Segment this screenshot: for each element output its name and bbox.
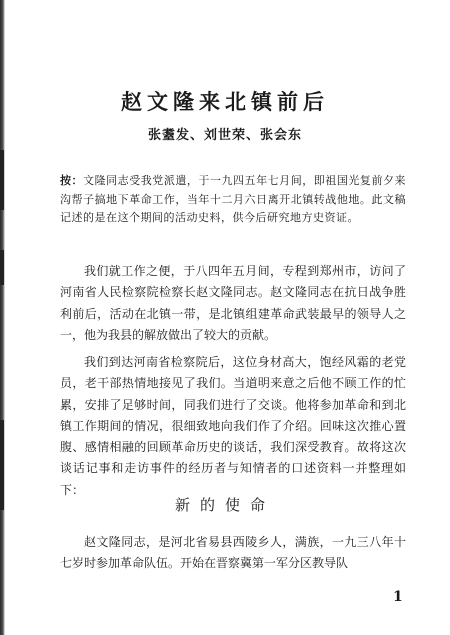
binding-shadow-mark [0, 150, 4, 210]
editor-note-lead: 按： [60, 174, 84, 187]
body-paragraph: 赵文隆同志，是河北省易县西陵乡人，满族，一九三八年十七岁时参加革命队伍。开始在晋察冀第一军分区教导队 [60, 535, 406, 571]
body-paragraph: 我们到达河南省检察院后，这位身材高大，饱经风霜的老党员，老干部热情地接见了我们。当道明来意之后他不顾工作的忙累，安排了足够时间，同我们进行了交谈。他将参加革命和到北镇工作期间的情况，很细致地向我们作了介绍。回味这次推心置腹、感情相融的回顾革命历史的谈话，我们深受教育。故将这次谈话记事和走访事件的经历者与知情者的口述资料一并整理如下： [60, 355, 406, 497]
article-title: 赵文隆来北镇前后 [121, 89, 329, 114]
editor-note-body: 文隆同志受我党派遣，于一九四五年七月间，即祖国光复前夕来沟帮子搞地下革命工作，当年十二月六日离开北镇转战他地。此文稿记述的是在这个期间的活动史料，供今后研究地方史资证。 [60, 174, 407, 224]
section-heading: 新的使命 [174, 496, 275, 514]
editor-note [60, 172, 406, 228]
binding-shadow-mark [0, 250, 4, 285]
body-paragraph: 我们就工作之便，于八四年五月间，专程到郑州市，访问了河南省人民检察院检察长赵文隆同志。赵文隆同志在抗日战争胜利前后，活动在北镇一带，是北镇组建革命武装最早的领导人之一，他为我县的解放做出了较大的贡献。 [60, 264, 406, 342]
article-authors: 张耋发、刘世荣、张会东 [147, 128, 302, 143]
page-number: 1 [393, 589, 403, 605]
